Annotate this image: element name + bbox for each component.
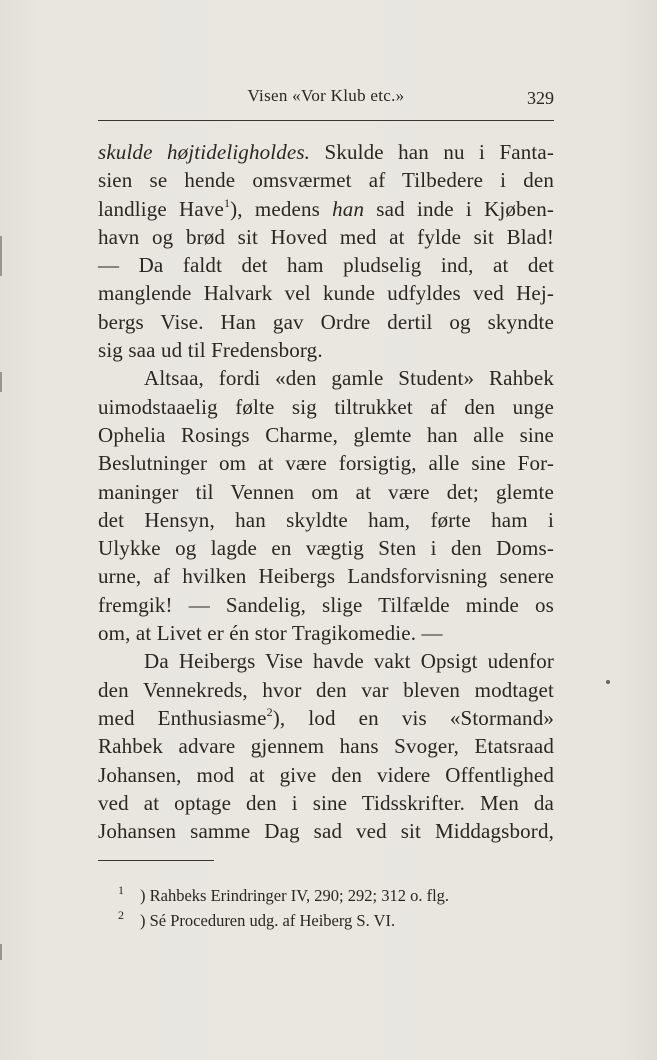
footnote-mark: 2 (118, 908, 124, 922)
text-line: fremgik! — Sandelig, slige Tilfælde minde os (98, 592, 554, 617)
text-line: Altsaa, fordi «den gamle Student» Rahbek (144, 366, 554, 391)
text-line: skulde højtideligholdes. Skulde han nu i Fanta- (98, 140, 554, 164)
page-edge-mark (0, 372, 2, 392)
text-line: Ophelia Rosings Charme, glemte han alle sine (98, 422, 554, 447)
text-line: sien se hende omsværmet af Tilbedere i den (98, 168, 554, 193)
text-line: Johansen, mod at give den videre Offentlighed (98, 762, 554, 787)
text-line: Da Heibergs Vise havde vakt Opsigt udenfor (144, 649, 554, 674)
text-line: uimodstaaelig følte sig tiltrukket af den unge (98, 394, 554, 419)
text-line: urne, af hvilken Heibergs Landsforvisning senere (98, 564, 554, 589)
text-line: Beslutninger om at være forsigtig, alle sine For- (98, 451, 554, 476)
page-edge-mark (0, 944, 2, 960)
text-line: Ulykke og lagde en vægtig Sten i den Doms- (98, 536, 554, 561)
text-line: bergs Vise. Han gav Ordre dertil og skyndte (98, 309, 554, 334)
running-title: Visen «Vor Klub etc.» (247, 86, 405, 105)
text-line: det Hensyn, han skyldte ham, førte ham i (98, 507, 554, 532)
footnote-ref: 2 (266, 704, 273, 719)
text-line: ved at optage den i sine Tidsskrifter. Men da (98, 790, 554, 815)
footnote-rule (98, 860, 214, 861)
text-line: landlige Have$^1$), medens han sad inde i Kjøben- (98, 195, 554, 221)
footnote: 2 ) Sé Proceduren udg. af Heiberg S. VI. (140, 908, 554, 933)
text-line: — Da faldt det ham pludselig ind, at det (98, 253, 554, 278)
text-line: Rahbek advare gjennem hans Svoger, Etatsraad (98, 734, 554, 759)
footnote: 1 ) Rahbeks Erindringer IV, 290; 292; 312 o. flg. (140, 883, 554, 908)
page-edge-mark (0, 236, 2, 276)
footnote-ref: 1 (223, 195, 231, 210)
paper-speck (606, 680, 610, 684)
text-line: Johansen samme Dag sad ved sit Middagsbord, (98, 819, 554, 844)
text-line: maninger til Vennen om at være det; glemte (98, 479, 554, 504)
header-rule (98, 120, 554, 121)
page-number: 329 (527, 88, 554, 108)
text-line: om, at Livet er én stor Tragikomedie. — (98, 621, 443, 646)
text-line: havn og brød sit Hoved med at fylde sit Blad! (98, 224, 554, 249)
body-text (98, 138, 554, 845)
text-line: den Vennekreds, hvor den var bleven modtaget (98, 677, 554, 702)
page-header (98, 86, 554, 112)
footnote-mark: 1 (118, 883, 124, 897)
text-line: sig saa ud til Fredensborg. (98, 338, 323, 363)
footnotes (118, 883, 554, 933)
text-line: manglende Halvark vel kunde udfyldes ved Hej- (98, 281, 554, 306)
text-line: med Enthusiasme$^2$), lod en vis «Stormand» (98, 704, 554, 730)
